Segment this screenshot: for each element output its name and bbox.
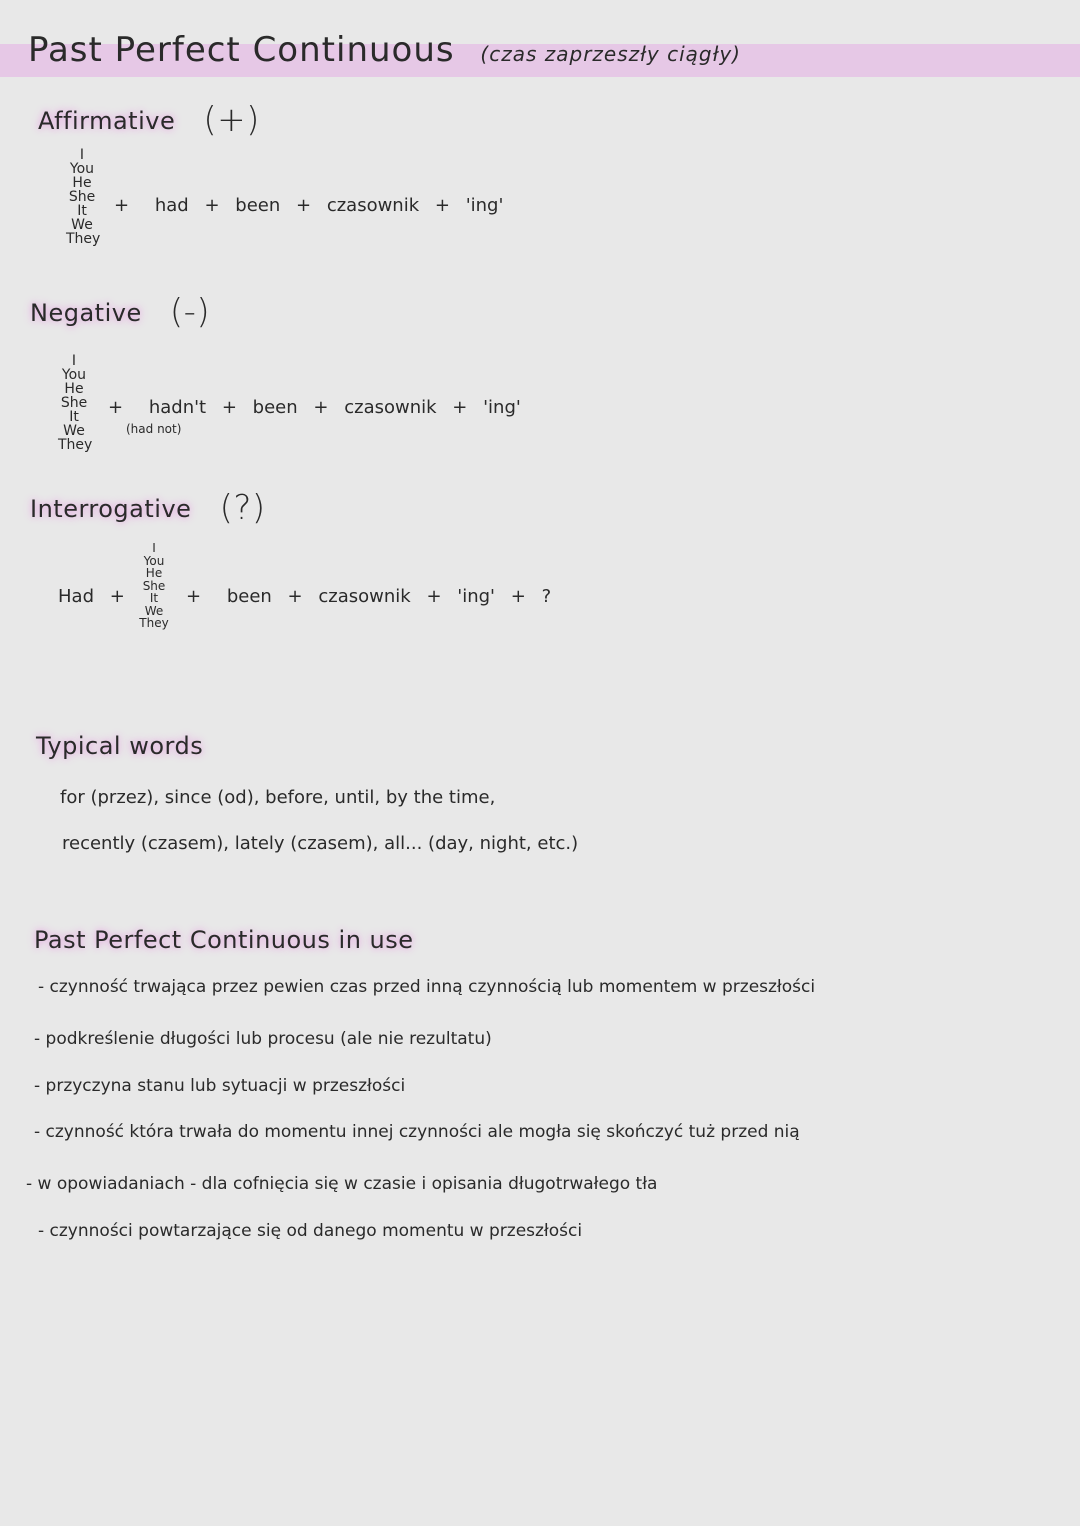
plus-sign: +: [114, 195, 130, 216]
negative-symbol: (-): [169, 292, 211, 332]
interrogative-had: [58, 586, 135, 607]
verb-word: czasownik: [326, 195, 420, 216]
verb-word: czasownik: [344, 397, 437, 418]
pronoun: He: [64, 381, 84, 397]
usage-heading: Past Perfect Continuous in use: [34, 926, 414, 954]
negative-formula: [108, 397, 521, 418]
plus-sign: +: [426, 586, 442, 607]
usage-item: - podkreślenie długości lub procesu (ale nie rezultatu): [34, 1029, 492, 1049]
interrogative-heading: [30, 488, 266, 528]
usage-item: - w opowiadaniach - dla cofnięcia się w czasie i opisania długotrwałego tła: [26, 1174, 658, 1194]
affirmative-symbol: (+): [203, 100, 260, 140]
title-subtitle: (czas zaprzeszły ciągły): [480, 42, 741, 66]
affirmative-heading-text: Affirmative: [38, 107, 176, 135]
pronoun: You: [69, 161, 95, 177]
plus-sign: +: [204, 195, 220, 216]
pronoun: It: [77, 203, 87, 219]
typical-words-heading: Typical words: [36, 732, 204, 760]
pronoun: I: [71, 353, 77, 369]
plus-sign: +: [434, 195, 450, 216]
pronoun: She: [60, 395, 88, 411]
usage-item: - czynność trwająca przez pewien czas przed inną czynnością lub momentem w przeszłości: [38, 977, 816, 997]
pronoun: We: [63, 423, 85, 439]
plus-sign: +: [313, 397, 329, 418]
had-word: Had: [58, 586, 94, 607]
pronoun: He: [145, 566, 163, 580]
usage-item: - czynności powtarzające się od danego momentu w przeszłości: [38, 1221, 583, 1241]
interrogative-heading-text: Interrogative: [30, 495, 192, 523]
usage-item: - czynność która trwała do momentu innej czynności ale mogła się skończyć tuż przed nią: [34, 1122, 800, 1142]
pronoun: They: [66, 231, 101, 247]
hadnt-word: hadn't: [148, 397, 207, 418]
pronoun: They: [139, 616, 169, 630]
ing-suffix: 'ing': [465, 195, 504, 216]
had-word: had: [154, 195, 189, 216]
plus-sign: +: [287, 586, 303, 607]
usage-item: - przyczyna stanu lub sytuacji w przeszłości: [34, 1076, 406, 1096]
question-mark: ?: [541, 586, 552, 607]
pronoun: They: [58, 437, 93, 453]
interrogative-formula: [186, 586, 551, 607]
been-word: been: [226, 586, 272, 607]
affirmative-pronoun-list: [66, 147, 101, 247]
plus-sign: +: [295, 195, 312, 216]
pronoun: We: [71, 217, 93, 233]
plus-sign: +: [452, 397, 468, 418]
been-word: been: [235, 195, 281, 216]
plus-sign: +: [221, 397, 237, 418]
interrogative-symbol: (?): [219, 488, 266, 528]
page-title: [28, 30, 741, 70]
title-main: Past Perfect Continuous: [28, 30, 455, 70]
negative-pronoun-list: [58, 353, 93, 453]
had-not-note: (had not): [126, 422, 182, 436]
negative-heading: [30, 292, 210, 332]
plus-sign: +: [108, 397, 124, 418]
affirmative-heading: [38, 100, 260, 140]
pronoun: It: [149, 591, 159, 605]
been-word: been: [252, 397, 298, 418]
plus-sign: +: [186, 586, 202, 607]
pronoun: I: [79, 147, 85, 163]
affirmative-formula: [114, 195, 503, 216]
plus-sign: +: [510, 586, 526, 607]
typical-words-line-1: for (przez), since (od), before, until, by the time,: [60, 787, 496, 808]
verb-word: czasownik: [318, 586, 411, 607]
pronoun: You: [61, 367, 87, 383]
pronoun: She: [68, 189, 96, 205]
ing-suffix: 'ing': [457, 586, 495, 607]
pronoun: It: [69, 409, 79, 425]
pronoun: She: [142, 578, 166, 593]
pronoun: You: [143, 553, 165, 568]
pronoun: He: [72, 175, 92, 191]
interrogative-pronoun-list: [138, 542, 170, 630]
typical-words-line-2: recently (czasem), lately (czasem), all... (day, night, etc.): [62, 833, 579, 854]
negative-heading-text: Negative: [30, 299, 142, 327]
pronoun: We: [144, 603, 164, 618]
ing-suffix: 'ing': [483, 397, 521, 418]
plus-sign: +: [109, 586, 125, 607]
pronoun: I: [152, 541, 156, 555]
